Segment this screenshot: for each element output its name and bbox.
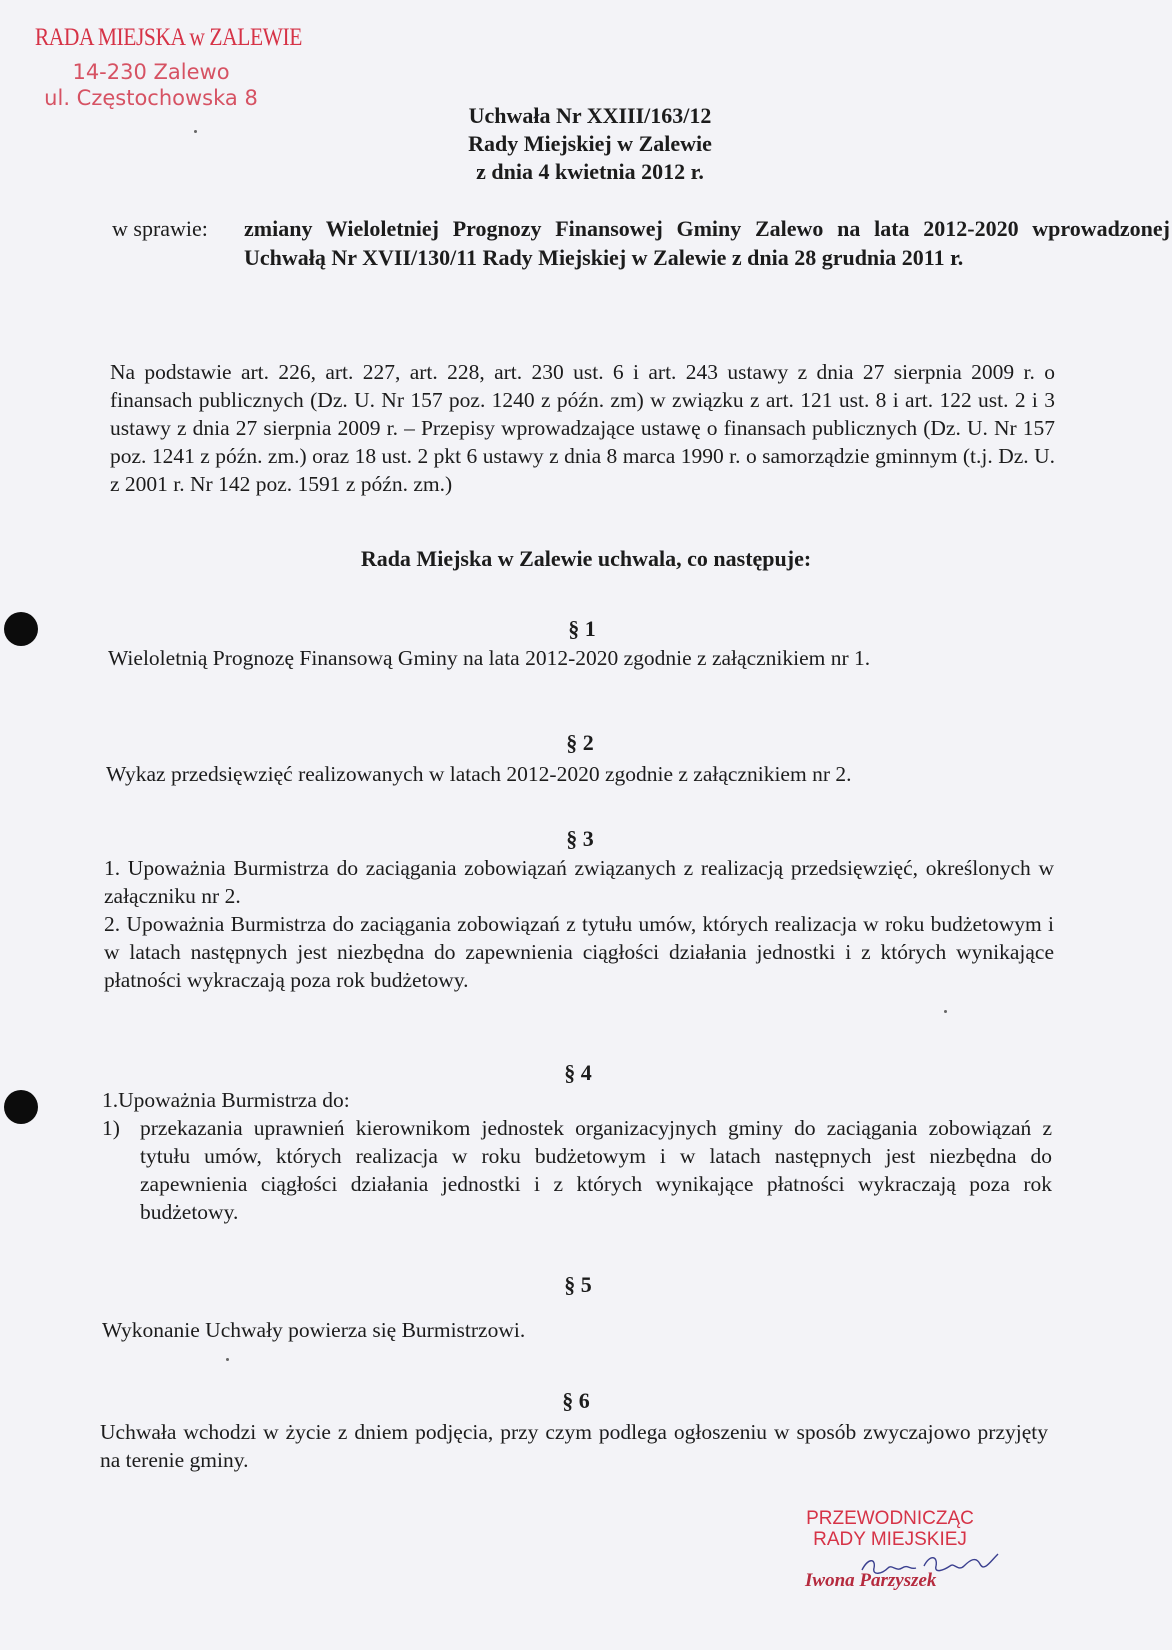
section-3-heading: § 3 [566,826,594,851]
punch-hole [4,612,38,646]
section-2-text: Wykaz przedsięwzięć realizowanych w latach 2012-2020 zgodnie z załącznikiem nr 2. [106,762,852,786]
section-4-intro: 1.Upoważnia Burmistrza do: [102,1088,350,1112]
scan-speck [944,1010,947,1013]
section-3-point-2: 2. Upoważnia Burmistrza do zaciągania zobowiązań z tytułu umów, których realizacja w roku budżetowym i w latach następnych jest niezbędna do zapewnienia ciągłości działania jednostki i z których wynikające płatności wykraczają poza rok budżetowy. [104,912,1054,992]
council-address-stamp [16,24,302,110]
section-4-item-text: przekazania uprawnień kierownikom jednostek organizacyjnych gminy do zaciągania zobowiązań z tytułu umów, których realizacja w roku budżetowym i w latach następnych jest niezbędna do zapewnienia ciągłości działania jednostki i z których wynikające płatności wykraczają poza rok budżetowy. [140,1116,1052,1224]
scan-speck [194,130,197,133]
subject-text: zmiany Wieloletniej Prognozy Finansowej Gminy Zalewo na lata 2012-2020 wprowadzonej Uchwałą Nr XVII/130/11 Rady Miejskiej w Zalewie z dnia 28 grudnia 2011 r. [244,216,1170,270]
section-2-heading: § 2 [566,730,594,755]
chairman-name: Iwona Parzyszek [805,1570,937,1591]
legal-basis: Na podstawie art. 226, art. 227, art. 228, art. 230 ust. 6 i art. 243 ustawy z dnia 27 sierpnia 2009 r. o finansach publicznych (Dz. U. Nr 157 poz. 1240 z późn. zm) w związku z art. 121 ust. 8 i art. 122 ust. 2 i 3 ustawy z dnia 27 sierpnia 2009 r. – Przepisy wprowadzające ustawę o finansach publicznych (Dz. U. Nr 157 poz. 1241 z późn. zm.) oraz 18 ust. 2 pkt 6 ustawy z dnia 8 marca 1990 r. o samorządzie gminnym (t.j. Dz. U. z 2001 r. Nr 142 poz. 1591 z późn. zm.) [110,360,1055,496]
resolution-title [380,102,800,186]
section-3-point-1: 1. Upoważnia Burmistrza do zaciągania zobowiązań związanych z realizacją przedsięwzięć, określonych w załączniku nr 2. [104,856,1054,908]
stamp-line-2: 14-230 Zalewo [72,60,230,84]
section-6-heading: § 6 [562,1388,590,1413]
section-1-text: Wieloletnią Prognozę Finansową Gminy na lata 2012-2020 zgodnie z załącznikiem nr 1. [108,646,871,670]
punch-hole [4,1090,38,1124]
scan-speck [226,1358,229,1361]
section-1-heading: § 1 [568,616,596,641]
title-number: Uchwała Nr XXIII/163/12 [468,103,712,128]
title-council: Rady Miejskiej w Zalewie [468,131,712,156]
section-4-heading: § 4 [564,1060,592,1085]
section-5-heading: § 5 [564,1272,592,1297]
stamp-line-3: ul. Częstochowska 8 [44,86,258,110]
stamp-line-1: RADA MIEJSKA w ZALEWIE [34,24,302,51]
title-date: z dnia 4 kwietnia 2012 r. [476,159,704,184]
chairman-stamp-line-2: RADY MIEJSKIEJ [813,1529,967,1550]
section-5-text: Wykonanie Uchwały powierza się Burmistrzowi. [102,1318,526,1342]
section-6-text: Uchwała wchodzi w życie z dniem podjęcia, przy czym podlega ogłoszeniu w sposób zwyczajowo przyjęty na terenie gminy. [100,1420,1048,1472]
subject-label: w sprawie: [112,216,208,241]
section-4-item-number: 1) [102,1116,120,1140]
chairman-stamp-line-1: PRZEWODNICZĄC [806,1508,974,1529]
resolves-heading: Rada Miejska w Zalewie uchwala, co następuje: [360,546,812,571]
